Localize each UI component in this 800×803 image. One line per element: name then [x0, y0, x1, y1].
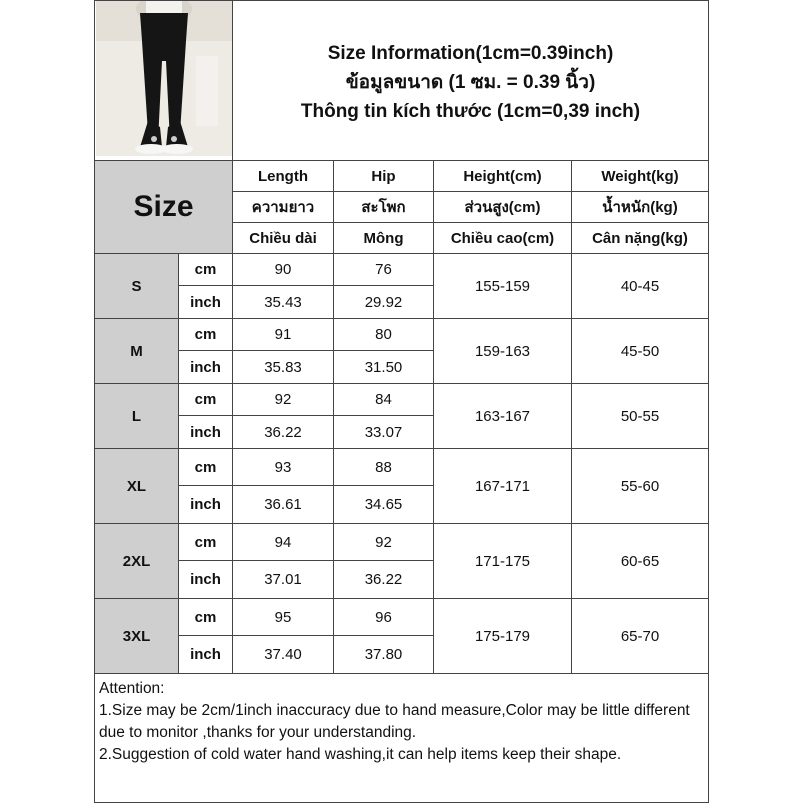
size-chart-table	[94, 0, 709, 803]
size-label-3xl: 3XL	[95, 599, 179, 674]
header-weight-en: Weight(kg)	[572, 161, 709, 192]
height-range: 159-163	[434, 319, 572, 384]
height-range: 163-167	[434, 384, 572, 449]
product-photo	[95, 1, 233, 161]
weight-range: 55-60	[572, 449, 709, 524]
length-cm: 93	[233, 449, 334, 486]
length-cm: 94	[233, 524, 334, 561]
header-height-vi: Chiều cao(cm)	[434, 223, 572, 254]
length-inch: 37.01	[233, 561, 334, 599]
header-hip-th: สะโพก	[334, 192, 434, 223]
unit-inch: inch	[179, 486, 233, 524]
attention-note-2: 2.Suggestion of cold water hand washing,it can help items keep their shape.	[99, 746, 622, 763]
hip-inch: 34.65	[334, 486, 434, 524]
attention-notes	[95, 674, 709, 803]
size-chart-sheet	[94, 0, 708, 800]
length-cm: 92	[233, 384, 334, 416]
header-length-th: ความยาว	[233, 192, 334, 223]
hip-inch: 37.80	[334, 636, 434, 674]
unit-inch: inch	[179, 561, 233, 599]
hip-inch: 36.22	[334, 561, 434, 599]
weight-range: 60-65	[572, 524, 709, 599]
unit-inch: inch	[179, 351, 233, 384]
title-line-vi: Thông tin kích thước (1cm=0,39 inch)	[300, 101, 641, 122]
hip-cm: 80	[334, 319, 434, 351]
length-inch: 37.40	[233, 636, 334, 674]
height-range: 175-179	[434, 599, 572, 674]
height-range: 171-175	[434, 524, 572, 599]
header-weight-vi: Cân nặng(kg)	[572, 223, 709, 254]
header-length-vi: Chiều dài	[233, 223, 334, 254]
weight-range: 65-70	[572, 599, 709, 674]
height-range: 167-171	[434, 449, 572, 524]
length-inch: 36.22	[233, 416, 334, 449]
hip-cm: 84	[334, 384, 434, 416]
unit-inch: inch	[179, 416, 233, 449]
unit-inch: inch	[179, 636, 233, 674]
length-cm: 91	[233, 319, 334, 351]
size-label-xl: XL	[95, 449, 179, 524]
length-cm: 95	[233, 599, 334, 636]
unit-cm: cm	[179, 599, 233, 636]
hip-cm: 96	[334, 599, 434, 636]
length-inch: 36.61	[233, 486, 334, 524]
length-cm: 90	[233, 254, 334, 286]
height-range: 155-159	[434, 254, 572, 319]
size-label-m: M	[95, 319, 179, 384]
size-info-title	[233, 1, 709, 161]
hip-inch: 29.92	[334, 286, 434, 319]
unit-cm: cm	[179, 384, 233, 416]
title-line-th: ข้อมูลขนาด (1 ซม. = 0.39 นิ้ว)	[345, 72, 596, 93]
attention-heading: Attention:	[99, 680, 165, 697]
hip-cm: 76	[334, 254, 434, 286]
header-height-th: ส่วนสูง(cm)	[434, 192, 572, 223]
weight-range: 50-55	[572, 384, 709, 449]
pants-illustration	[96, 1, 232, 156]
header-hip-vi: Mông	[334, 223, 434, 254]
unit-cm: cm	[179, 319, 233, 351]
hip-cm: 92	[334, 524, 434, 561]
weight-range: 40-45	[572, 254, 709, 319]
hip-inch: 31.50	[334, 351, 434, 384]
size-label-2xl: 2XL	[95, 524, 179, 599]
header-length-en: Length	[233, 161, 334, 192]
length-inch: 35.83	[233, 351, 334, 384]
attention-note-1: 1.Size may be 2cm/1inch inaccuracy due to hand measure,Color may be little different due to monitor ,thanks for your understanding.	[99, 702, 690, 741]
unit-inch: inch	[179, 286, 233, 319]
weight-range: 45-50	[572, 319, 709, 384]
hip-cm: 88	[334, 449, 434, 486]
unit-cm: cm	[179, 524, 233, 561]
size-label-s: S	[95, 254, 179, 319]
size-label-l: L	[95, 384, 179, 449]
unit-cm: cm	[179, 254, 233, 286]
length-inch: 35.43	[233, 286, 334, 319]
hip-inch: 33.07	[334, 416, 434, 449]
header-hip-en: Hip	[334, 161, 434, 192]
header-height-en: Height(cm)	[434, 161, 572, 192]
unit-cm: cm	[179, 449, 233, 486]
title-line-en: Size Information(1cm=0.39inch)	[327, 43, 614, 64]
size-header: Size	[95, 161, 233, 254]
header-weight-th: น้ำหนัก(kg)	[572, 192, 709, 223]
